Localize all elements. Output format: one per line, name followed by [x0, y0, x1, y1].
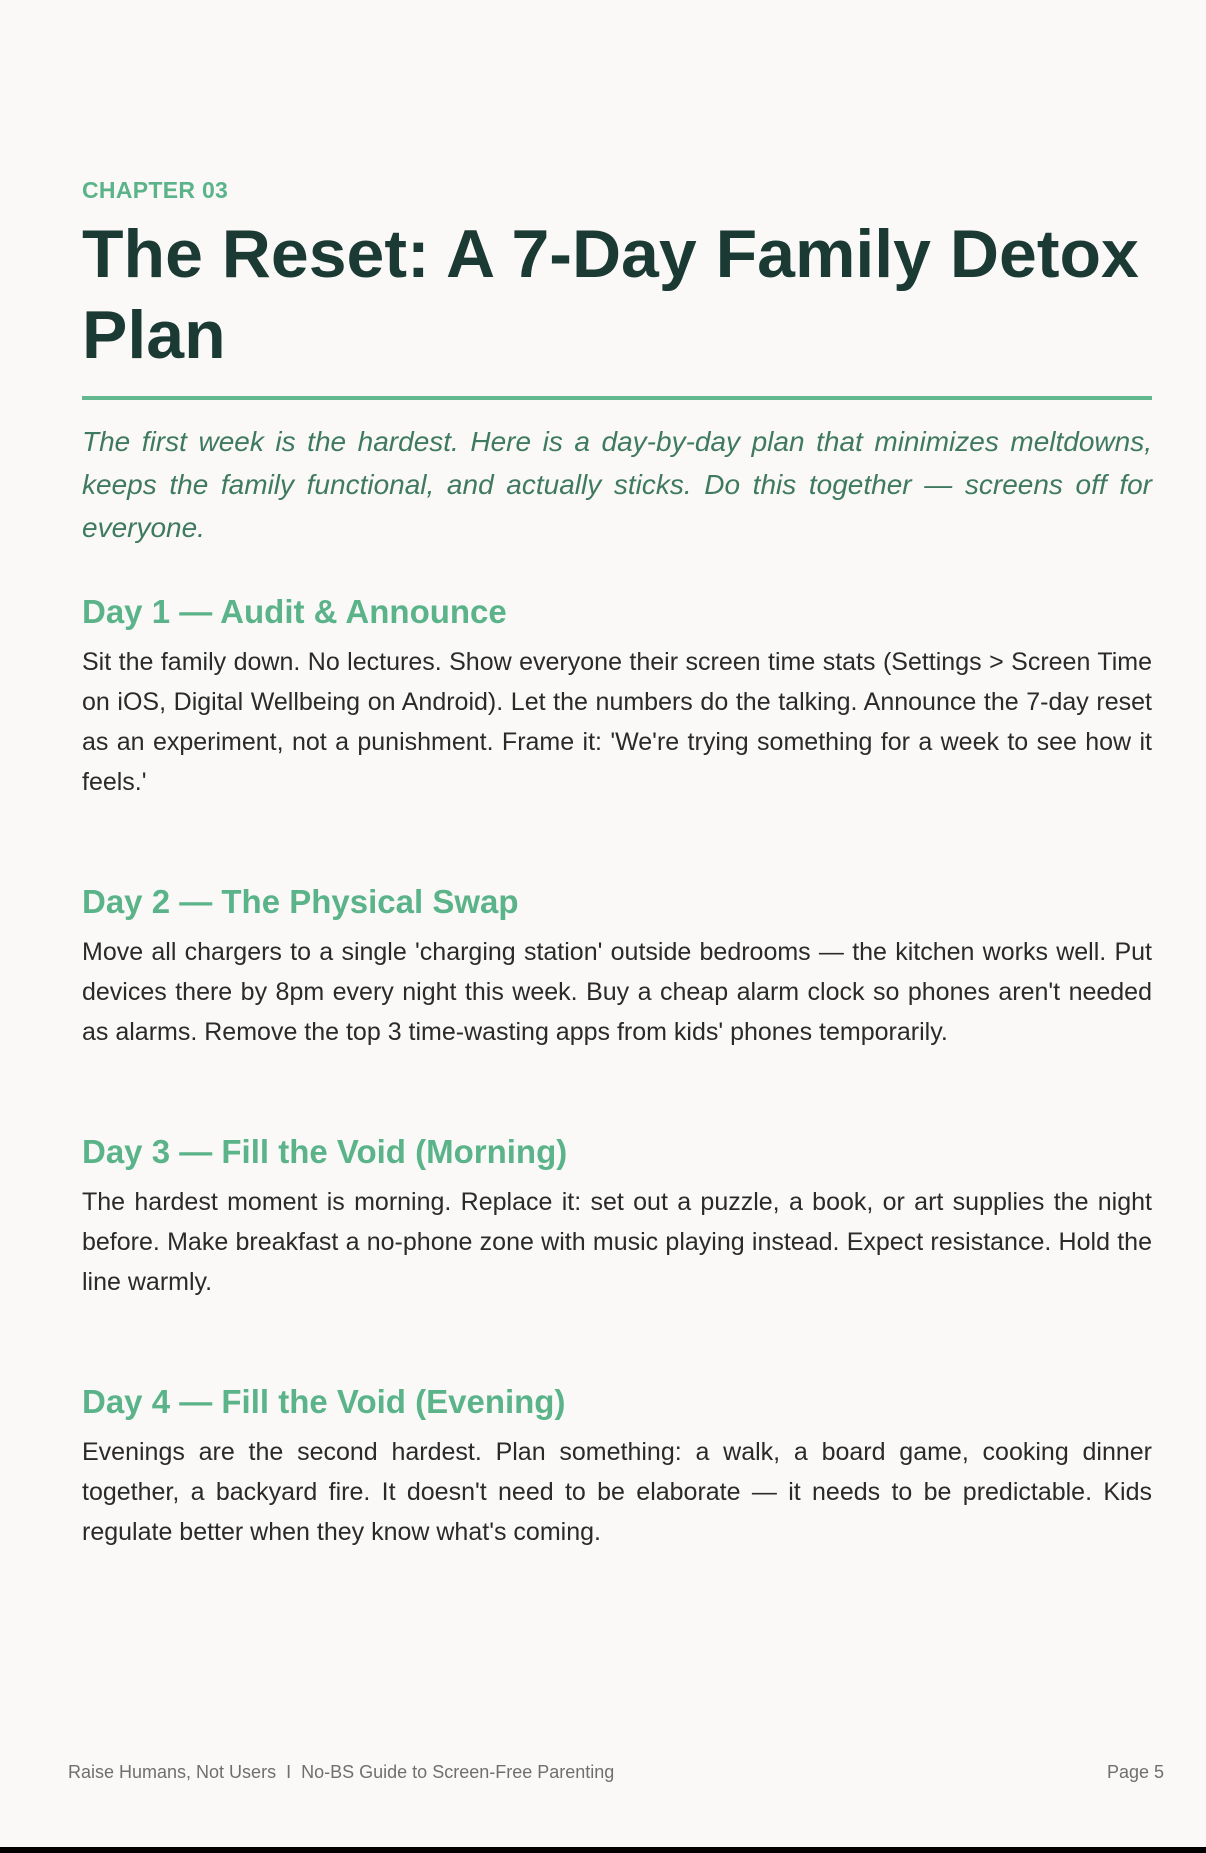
- day-3-body: The hardest moment is morning. Replace it: set out a puzzle, a book, or art supplies the night before. Make breakfast a no-phone zone with music playing instead. Expect resistance. Hold the line warmly.: [82, 1188, 1152, 1296]
- day-1-heading: Day 1 — Audit & Announce: [82, 593, 507, 630]
- day-3-section: [82, 1132, 1152, 1302]
- footer-separator: I: [286, 1762, 292, 1782]
- day-1-body: Sit the family down. No lectures. Show everyone their screen time stats (Settings > Screen Time on iOS, Digital Wellbeing on Android). Let the numbers do the talking. Announce the 7-day reset as an experiment, not a punishment. Frame it: 'We're trying something for a week to see how it feels.': [82, 648, 1152, 796]
- footer-book-title: Raise Humans, Not Users: [68, 1762, 277, 1782]
- day-4-section: [82, 1382, 1152, 1552]
- page-number: Page 5: [1106, 1762, 1164, 1782]
- day-3-heading: Day 3 — Fill the Void (Morning): [82, 1133, 568, 1170]
- title-divider: [82, 396, 1152, 400]
- day-4-heading: Day 4 — Fill the Void (Evening): [82, 1383, 566, 1420]
- day-4-body: Evenings are the second hardest. Plan something: a walk, a board game, cooking dinner together, a backyard fire. It doesn't need to be elaborate — it needs to be predictable. Kids regulate better when they know what's coming.: [82, 1438, 1152, 1546]
- day-2-body: Move all chargers to a single 'charging station' outside bedrooms — the kitchen works well. Put devices there by 8pm every night this week. Buy a cheap alarm clock so phones aren't needed as alarms. Remove the top 3 time-wasting apps from kids' phones temporarily.: [82, 938, 1152, 1046]
- page-footer: [68, 1761, 1164, 1783]
- day-1-section: [82, 592, 1152, 802]
- chapter-intro: The first week is the hardest. Here is a day-by-day plan that minimizes meltdowns, keeps the family functional, and actually sticks. Do this together — screens off for everyone.: [82, 426, 1152, 543]
- day-2-section: [82, 882, 1152, 1052]
- chapter-content: [82, 176, 1152, 1552]
- footer-book-info: [68, 1761, 614, 1783]
- chapter-label: CHAPTER 03: [82, 177, 229, 203]
- bottom-edge-bar: [0, 1847, 1206, 1853]
- chapter-title: The Reset: A 7-Day Family Detox Plan: [82, 216, 1139, 373]
- day-2-heading: Day 2 — The Physical Swap: [82, 883, 519, 920]
- footer-subtitle: No-BS Guide to Screen-Free Parenting: [301, 1762, 615, 1782]
